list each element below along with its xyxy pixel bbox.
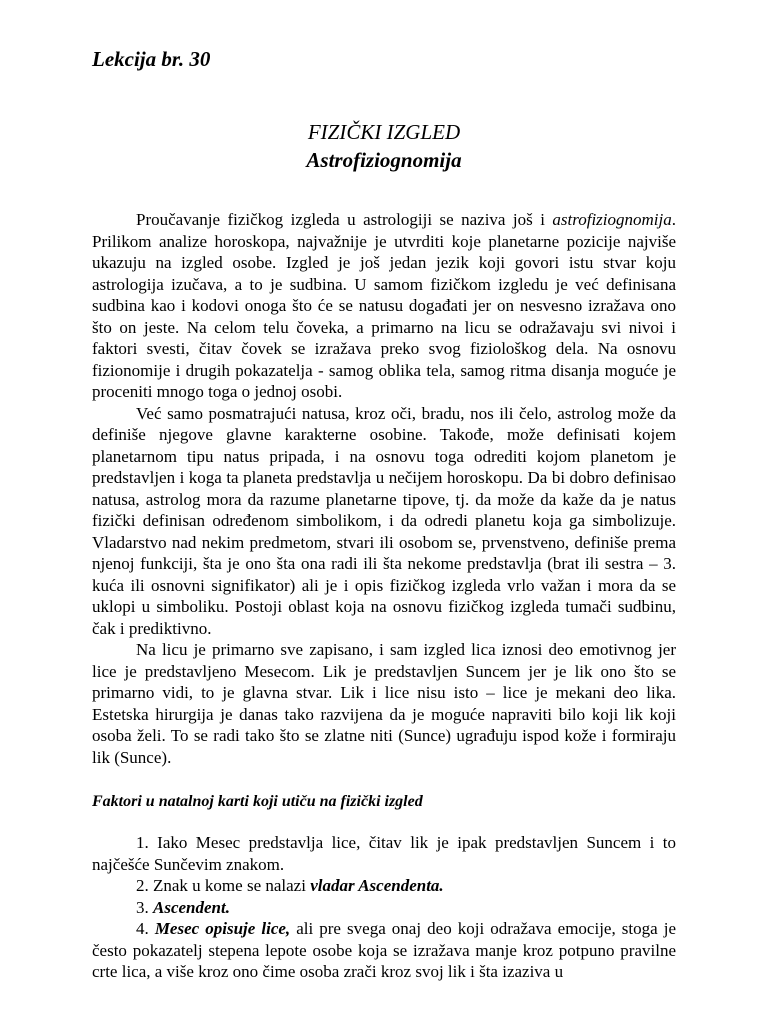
factor-item-1: 1. Iako Mesec predstavlja lice, čitav lik je ipak predstavljen Suncem i to najčešće Sunčevim znakom. [92,833,676,874]
factor-item-3 [92,897,676,919]
factor-item-4-text: ali pre svega onaj deo koji odražava emocije, stoga je često pokazatelj stepena lepote osobe koja se izražava manje kroz potpuno pravilne crte lica, a više kroz ono čime osoba zrači kroz svoj lik i šta izaziva u [92,919,676,981]
paragraph-intro-lead: Proučavanje fizičkog izgleda u astrologiji se naziva još i [136,210,545,229]
factor-item-2 [92,875,676,897]
factor-item-3-emphasis: Ascendent. [153,897,230,917]
paragraph-face-and-figure: Na licu je primarno sve zapisano, i sam izgled lica iznosi deo emotivnog jer lice je predstavljeno Mesecom. Lik je predstavljen Suncem jer je lik ono što se primarno vidi, to je glavna stvar. Lik i lice nisu isto – lice je mekani deo lika. Estetska hirurgija je danas tako razvijena da je moguće napraviti bilo koji lik koji osoba želi. To se radi tako što se zlatne niti (Sunce) ugrađuju ispod kože i formiraju lik (Sunce). [92,640,676,767]
body-text [92,209,676,768]
factor-item-3-number: 3. [136,897,153,917]
factors-list [92,832,676,983]
factor-item-4 [92,918,676,983]
page-title: FIZIČKI IZGLED [307,120,461,144]
term-astrofiziognomija: astrofiziognomija [552,210,672,229]
paragraph-intro-rest: . Prilikom analize horoskopa, najvažnije je utvrditi koje planetarne pozicije najviše ukazuju na izgled osobe. Izgled je još jedan jezik koji govori istu stvar koju astrologija izučava, a to je sudbina. U samom fizičkom izgledu je već definisana sudbina kao i kodovi onoga što će se natusu događati jer on nesvesno izražava ono što on jeste. Na celom telu čoveka, a primarno na licu se odražavaju svi nivoi i faktori svesti, čitav čovek se izražava preko svog fiziološkog dela. Na osnovu fizionomije i drugih pokazatelja - samog oblika tela, samog ritma disanja moguće je proceniti mnogo toga o jednoj osobi. [92,210,676,401]
factor-item-4-number: 4. [136,919,155,938]
paragraph-intro [92,209,676,403]
lesson-label: Lekcija br. 30 [92,47,211,71]
paragraph-planetary-types: Već samo posmatrajući natusa, kroz oči, bradu, nos ili čelo, astrolog može da definiše njegove glavne karakterne osobine. Takođe, može definisati kojem planetarnom tipu natus pripada, i na osnovu toga odrediti kojom planetom je predstavljen i koga ta planeta predstavlja u nečijem horoskopu. Da bi dobro definisao natusa, astrolog mora da razume planetarne tipove, tj. da može da kaže da je natus fizički definisan određenom simbolikom, i da odredi planetu koja ga simbolizuje. Vladarstvo nad nekim predmetom, stvari ili osobom se, prvenstveno, definiše prema njenoj funkciji, šta je ono šta ona radi ili šta nekome predstavlja (brat ili sestra – 3. kuća ili osnovni signifikator) ali je i opis fizičkog izgleda vrlo važan i mora da se uklopi u simboliku. Postoji oblast koja na osnovu fizičkog izgleda tumači sudbinu, čak i prediktivno. [92,403,676,638]
page-subtitle: Astrofiziognomija [306,148,462,172]
factor-item-4-emphasis: Mesec opisuje lice, [154,919,291,938]
title-block [92,118,676,174]
factors-heading: Faktori u natalnoj karti koji utiču na fizički izgled [92,793,423,810]
factor-item-2-emphasis: vladar Ascendenta. [310,876,444,895]
factor-item-2-text: 2. Znak u kome se nalazi [136,876,311,895]
